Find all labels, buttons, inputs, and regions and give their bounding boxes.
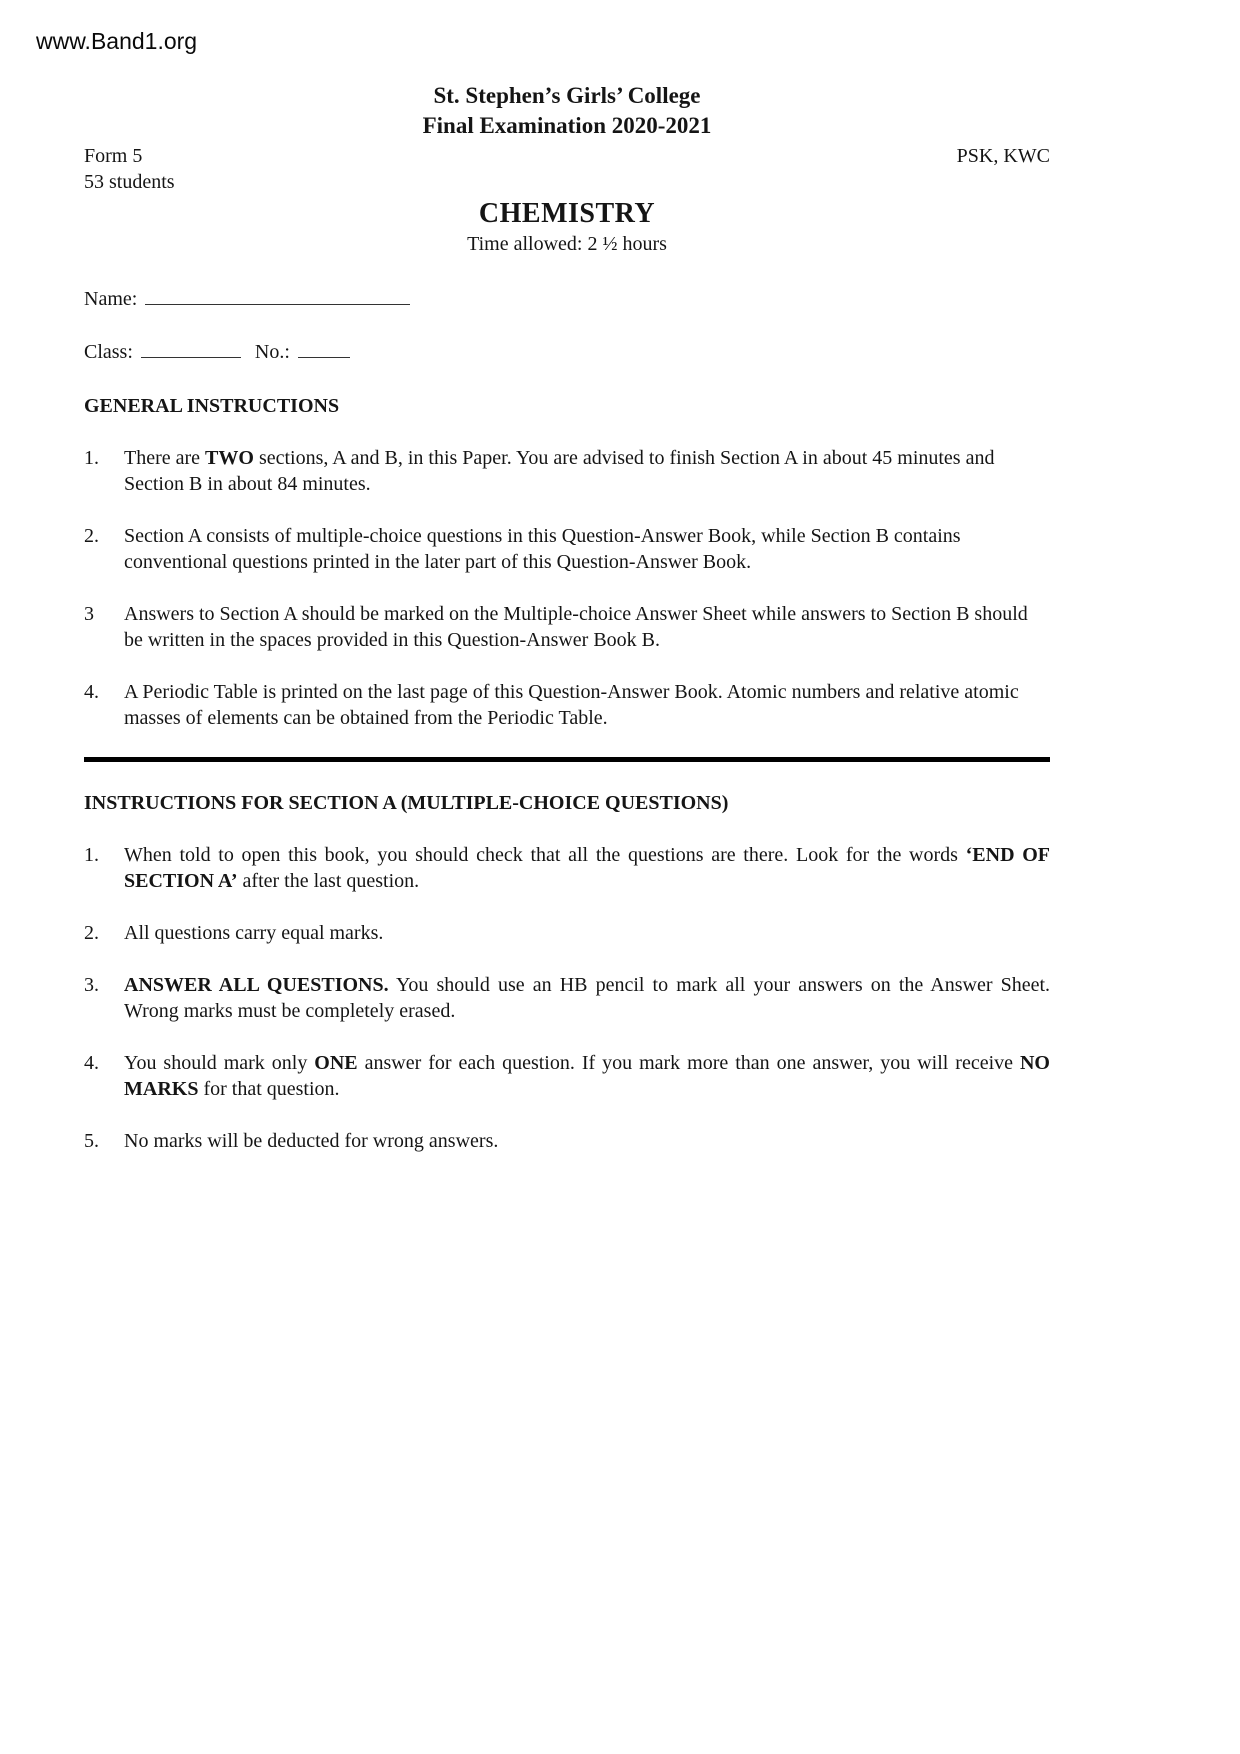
page-content <box>84 81 1050 1154</box>
setter-initials: PSK, KWC <box>956 145 1050 167</box>
subject-title: CHEMISTRY <box>478 198 656 229</box>
form-label: Form 5 <box>84 145 143 167</box>
name-label: Name: <box>84 288 138 310</box>
general-instruction-item-text: A Periodic Table is printed on the last page of this Question-Answer Book. Atomic numbers and relative atomic masses of elements can be obtained from the Periodic Table. <box>124 681 1019 729</box>
section-a-instruction-item <box>84 1050 1050 1102</box>
class-label: Class: <box>84 341 133 363</box>
no-blank-line <box>298 338 350 358</box>
class-blank-line <box>141 338 241 358</box>
section-a-instructions-list <box>84 842 1050 1154</box>
section-a-instruction-item <box>84 920 1050 946</box>
general-instruction-item-text: There are TWO sections, A and B, in this Paper. You are advised to finish Section A in about 45 minutes and Section B in about 84 minutes. <box>124 447 995 495</box>
general-instruction-item-number: 2. <box>84 525 99 547</box>
form-info <box>84 143 175 195</box>
watermark: www.Band1.org <box>36 28 198 54</box>
header-row <box>84 143 1050 195</box>
general-instruction-item <box>84 601 1050 653</box>
no-label: No.: <box>254 341 290 363</box>
divider-rule <box>84 757 1050 762</box>
section-a-instruction-item <box>84 842 1050 894</box>
section-a-instruction-item <box>84 1128 1050 1154</box>
section-a-instruction-item-text: No marks will be deducted for wrong answers. <box>124 1130 499 1152</box>
section-a-instruction-item-number: 4. <box>84 1052 99 1074</box>
section-a-instruction-item <box>84 972 1050 1024</box>
section-a-instructions-heading: INSTRUCTIONS FOR SECTION A (MULTIPLE-CHOICE QUESTIONS) <box>84 792 729 814</box>
exam-title: Final Examination 2020-2021 <box>422 113 712 138</box>
general-instructions-list <box>84 445 1050 731</box>
general-instruction-item <box>84 445 1050 497</box>
general-instruction-item-number: 4. <box>84 681 99 703</box>
general-instruction-item-number: 3 <box>84 603 94 625</box>
general-instruction-item <box>84 679 1050 731</box>
section-a-instruction-item-number: 5. <box>84 1130 99 1152</box>
class-field-row <box>84 338 1050 365</box>
general-instruction-item <box>84 523 1050 575</box>
title-block <box>84 81 1050 141</box>
section-a-instruction-item-number: 3. <box>84 974 99 996</box>
section-a-instruction-item-text: You should mark only ONE answer for each question. If you mark more than one answer, you will receive NO MARKS for that question. <box>124 1052 1050 1100</box>
section-a-instruction-item-number: 2. <box>84 922 99 944</box>
student-count: 53 students <box>84 171 175 193</box>
section-a-instruction-item-text: ANSWER ALL QUESTIONS. You should use an HB pencil to mark all your answers on the Answer Sheet. Wrong marks must be completely erased. <box>124 974 1051 1022</box>
time-allowed: Time allowed: 2 ½ hours <box>467 233 667 255</box>
general-instructions-heading: GENERAL INSTRUCTIONS <box>84 395 340 417</box>
section-a-instruction-item-text: All questions carry equal marks. <box>124 922 384 944</box>
school-name: St. Stephen’s Girls’ College <box>433 83 701 108</box>
general-instruction-item-text: Section A consists of multiple-choice questions in this Question-Answer Book, while Section B contains conventional questions printed in the later part of this Question-Answer Book. <box>124 525 961 573</box>
section-a-instruction-item-number: 1. <box>84 844 99 866</box>
name-field-row <box>84 285 1050 312</box>
general-instruction-item-text: Answers to Section A should be marked on the Multiple-choice Answer Sheet while answers to Section B should be written in the spaces provided in this Question-Answer Book B. <box>124 603 1028 651</box>
name-blank-line <box>145 285 410 305</box>
general-instruction-item-number: 1. <box>84 447 99 469</box>
section-a-instruction-item-text: When told to open this book, you should check that all the questions are there. Look for the words ‘END OF SECTION A’ after the last question. <box>124 844 1050 892</box>
